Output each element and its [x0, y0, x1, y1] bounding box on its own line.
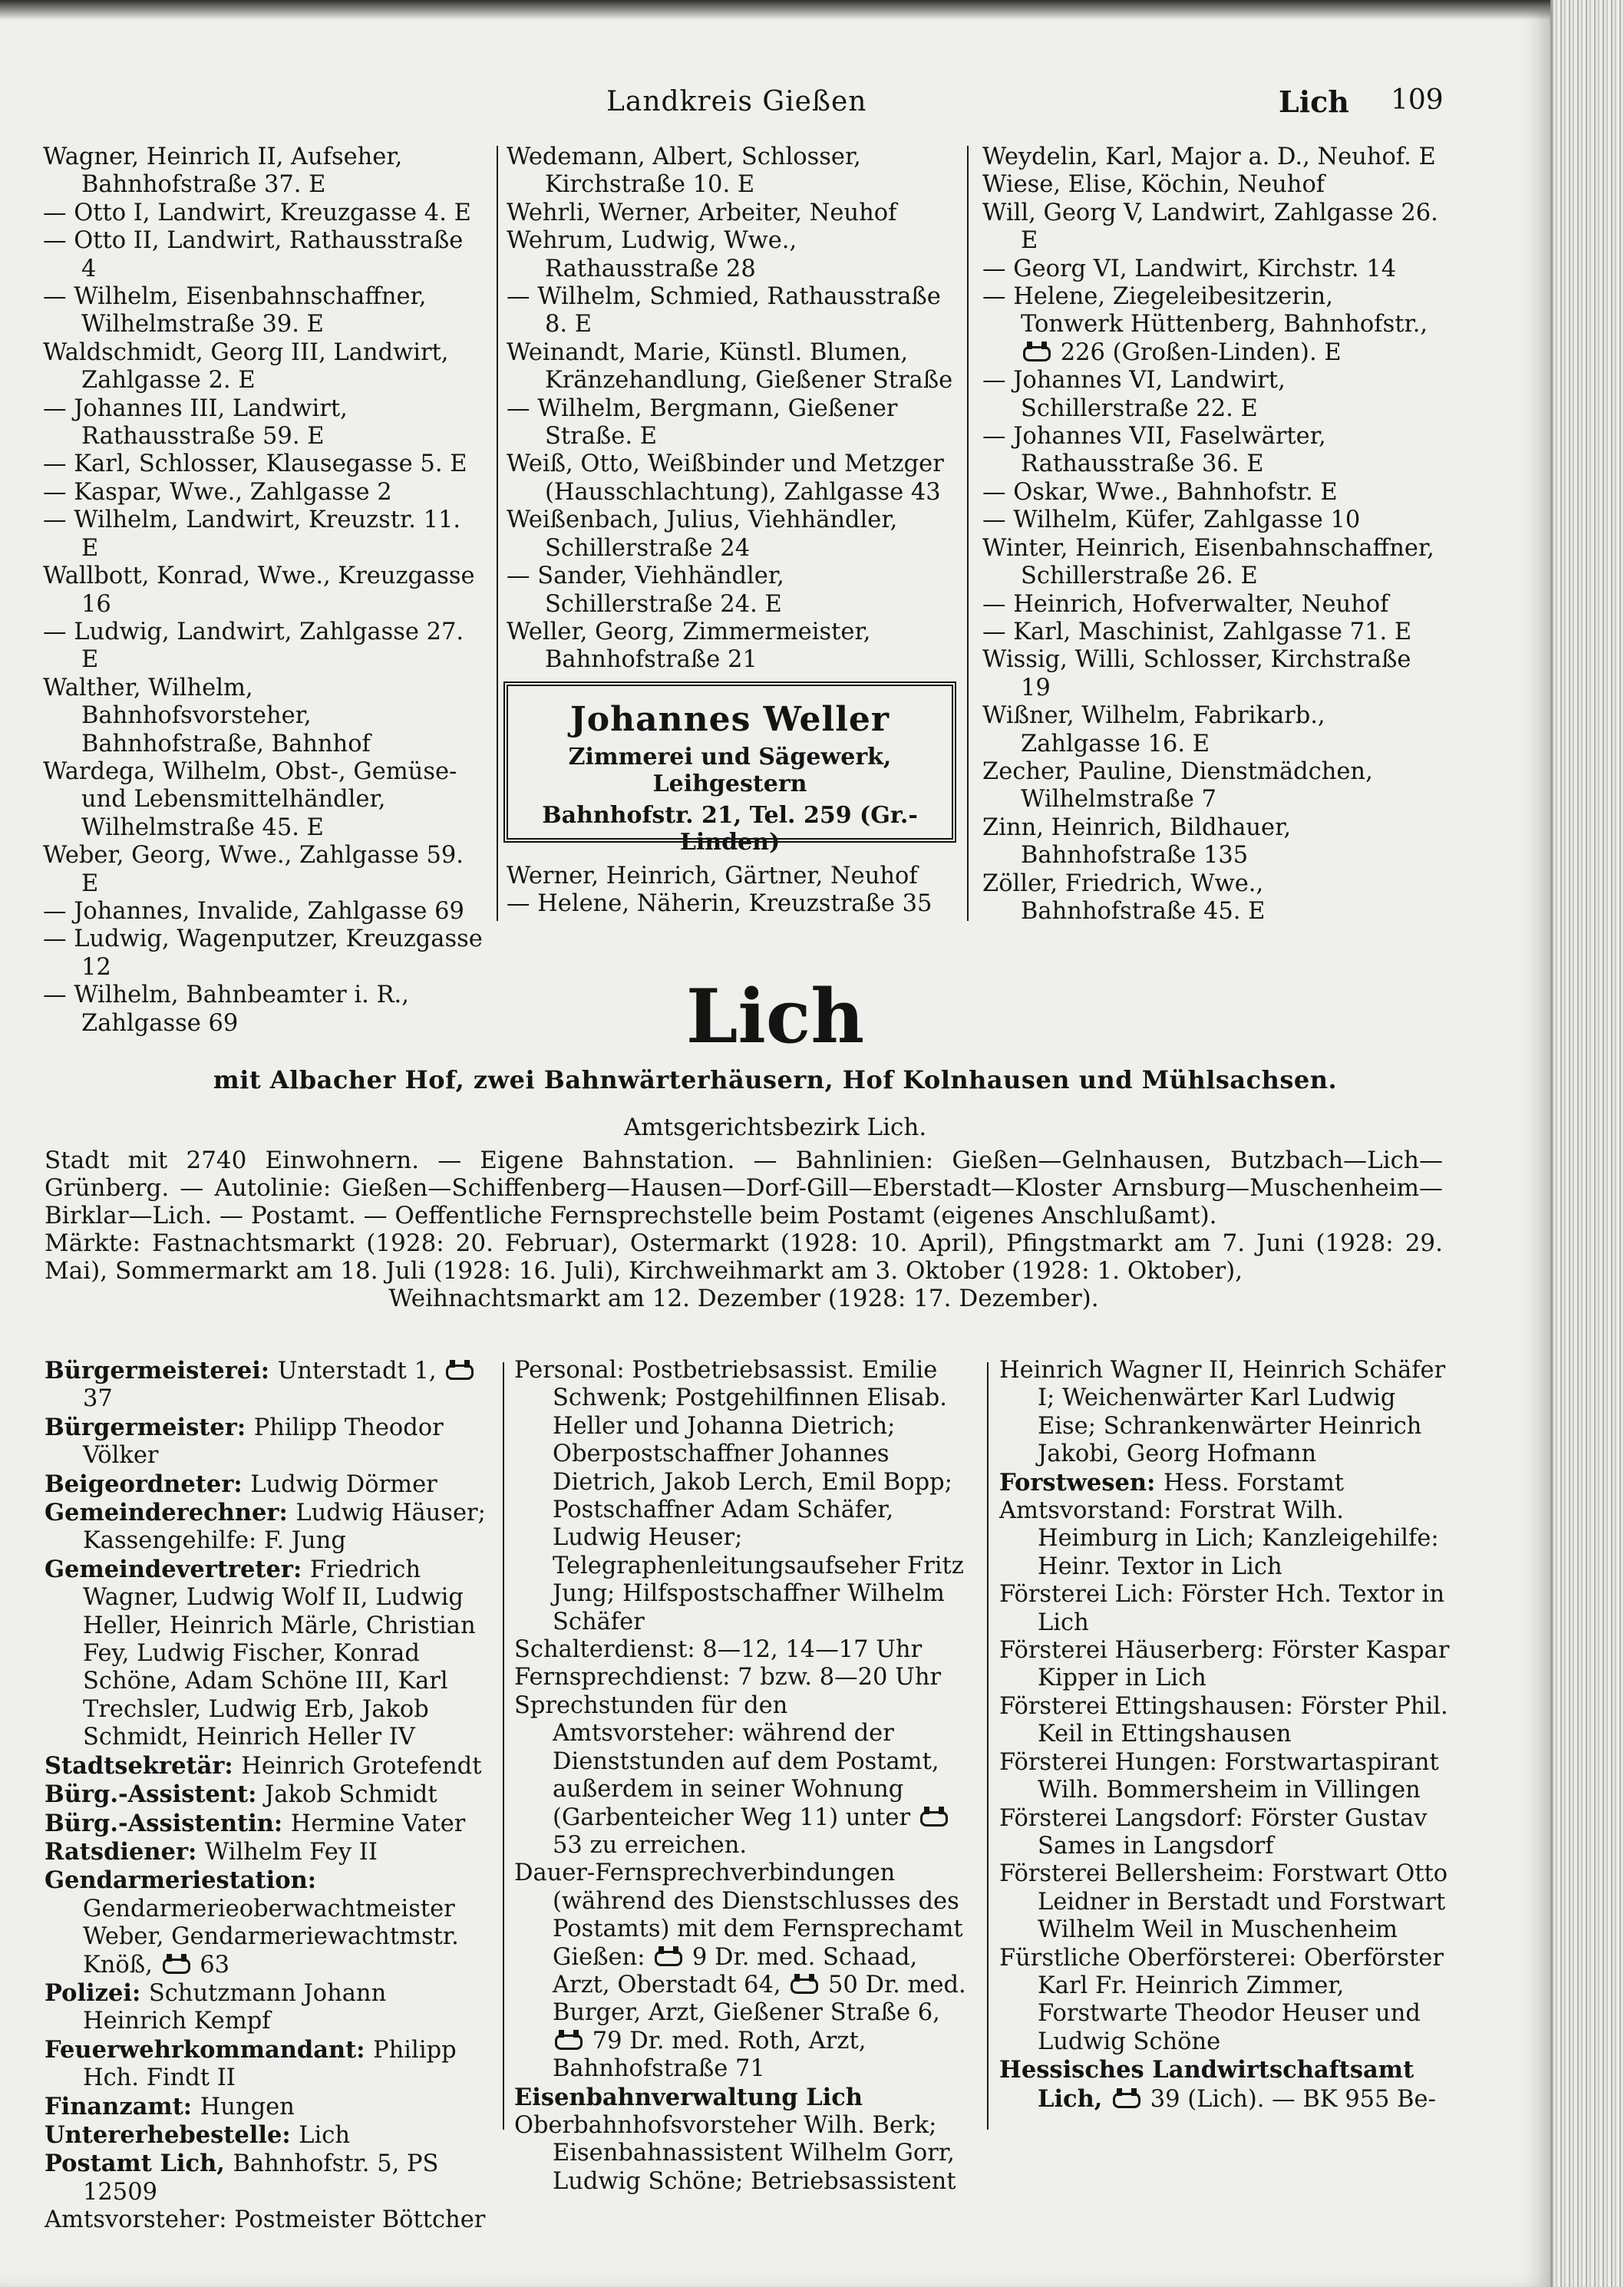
directory-entry: — Johannes VII, Faselwärter, Rathausstraße 36. E — [982, 423, 1326, 478]
directory-entry: Wagner, Heinrich II, Aufseher, Bahnhofstraße 37. E — [43, 144, 403, 199]
official-entry: Polizei: Schutzmann Johann Heinrich Kempf — [45, 1978, 387, 2035]
official-label: Gemeindevertreter: — [45, 1555, 310, 1583]
directory-entry: Walther, Wilhelm, Bahnhofsvorsteher, Bahnhofstraße, Bahnhof — [43, 674, 371, 757]
directory-entry: Zöller, Friedrich, Wwe., Bahnhofstraße 45. E — [982, 870, 1266, 925]
court-district: Amtsgerichtsbezirk Lich. — [623, 1114, 927, 1141]
directory-entry: Wissig, Willi, Schlosser, Kirchstraße 19 — [982, 646, 1411, 701]
official-entry: Gemeindevertreter: Friedrich Wagner, Ludwig Wolf II, Ludwig Heller, Heinrich Märle, Christian Fey, Ludwig Fischer, Konrad Schöne, Adam Schöne III, Karl Trechsler, Ludwig Erb, Jakob Schmidt, Heinrich Heller IV — [45, 1555, 476, 1751]
section-subtitle: mit Albacher Hof, zwei Bahnwärterhäusern, Hof Kolnhausen und Mühlsachsen. — [213, 1065, 1338, 1094]
directory-entry: — Wilhelm, Eisenbahnschaffner, Wilhelmstraße 39. E — [43, 283, 427, 338]
official-label: Feuerwehrkommandant: — [45, 2035, 374, 2064]
official-entry: Bürgermeisterei: Unterstadt 1, 37 — [45, 1357, 494, 1414]
officials-column-1 — [45, 1357, 494, 2235]
directory-entry: — Johannes, Invalide, Zahlgasse 69 — [43, 897, 464, 925]
official-entry: Försterei Häuserberg: Förster Kaspar Kipper in Lich — [999, 1637, 1450, 1692]
directory-entry: — Karl, Schlosser, Klausegasse 5. E — [43, 450, 467, 478]
column-rule — [987, 1362, 989, 2130]
officials-column-2 — [514, 1357, 975, 2196]
directory-column-3 — [982, 144, 1440, 926]
directory-entry: Weinandt, Marie, Künstl. Blumen, Kränzehandlung, Gießener Straße — [507, 338, 953, 394]
directory-entry: Winter, Heinrich, Eisenbahnschaffner, Schillerstraße 26. E — [982, 534, 1434, 590]
official-label: Postamt Lich, — [45, 2150, 233, 2178]
directory-entry: — Kaspar, Wwe., Zahlgasse 2 — [43, 478, 392, 506]
directory-entry: Wedemann, Albert, Schlosser, Kirchstraße 10. E — [507, 144, 861, 199]
directory-entry: Wallbott, Konrad, Wwe., Kreuzgasse 16 — [43, 563, 475, 618]
official-entry: Försterei Lich: Förster Hch. Textor in Lich — [999, 1581, 1445, 1636]
official-label: Bürgermeisterei: — [45, 1357, 278, 1384]
official-entry: Stadtsekretär: Heinrich Grotefendt — [45, 1751, 482, 1780]
official-label: Eisenbahnverwaltung Lich — [514, 2083, 863, 2111]
official-entry: Oberbahnhofsvorsteher Wilh. Berk; Eisenbahnassistent Wilhelm Gorr, Ludwig Schöne; Betriebsassistent — [514, 2111, 956, 2195]
page-number: 109 — [1391, 84, 1444, 116]
telephone-icon — [163, 1959, 190, 1974]
directory-entry: Werner, Heinrich, Gärtner, Neuhof — [507, 863, 918, 889]
official-entry: Försterei Langsdorf: Förster Gustav Sames in Langsdorf — [999, 1804, 1428, 1860]
directory-entry: — Sander, Viehhändler, Schillerstraße 24. E — [507, 563, 784, 618]
directory-entry: — Heinrich, Hofverwalter, Neuhof — [982, 590, 1389, 618]
official-entry: Dauer-Fernsprechverbindungen (während des Dienstschlusses des Postamts) mit dem Fernsprechamt Gießen: 9 Dr. med. Schaad, Arzt, Oberstadt 64, 50 Dr. med. Burger, Arzt, Gießener Straße 6, 79 Dr. med. Roth, Arzt, Bahnhofstraße 71 — [514, 1860, 966, 2083]
directory-entry: — Wilhelm, Landwirt, Kreuzstr. 11. E — [43, 507, 461, 562]
column-rule — [497, 146, 498, 921]
directory-entry: Wehrli, Werner, Arbeiter, Neuhof — [507, 199, 897, 226]
official-entry: Untererhebestelle: Lich — [45, 2120, 350, 2149]
ad-line-1: Zimmerei und Sägewerk, Leihgestern — [568, 744, 892, 797]
official-label: Ratsdiener: — [45, 1837, 205, 1866]
official-entry: Hessisches Landwirtschaftsamt Lich, 39 (Lich). — BK 955 Be- — [999, 2056, 1436, 2113]
directory-entry: Will, Georg V, Landwirt, Zahlgasse 26. E — [982, 199, 1438, 255]
directory-entry: — Otto I, Landwirt, Kreuzgasse 4. E — [43, 199, 471, 226]
directory-column-2-after-ad — [507, 863, 956, 919]
directory-entry: — Wilhelm, Bahnbeamter i. R., Zahlgasse 69 — [43, 982, 409, 1037]
ad-title: Johannes Weller — [569, 700, 890, 739]
official-entry: Finanzamt: Hungen — [45, 2092, 295, 2120]
telephone-icon — [655, 1951, 682, 1966]
directory-entry: Wiese, Elise, Köchin, Neuhof — [982, 171, 1325, 199]
column-rule — [503, 1362, 504, 2130]
official-entry: Postamt Lich, Bahnhofstr. 5, PS 12509 — [45, 2150, 439, 2206]
directory-entry: — Ludwig, Landwirt, Zahlgasse 27. E — [43, 618, 464, 674]
official-label: Bürg.-Assistentin: — [45, 1809, 291, 1837]
official-entry — [514, 2084, 975, 2112]
directory-entry: Zecher, Pauline, Dienstmädchen, Wilhelmstraße 7 — [982, 757, 1373, 813]
official-label: Forstwesen: — [999, 1468, 1164, 1497]
official-entry: Ratsdiener: Wilhelm Fey II — [45, 1837, 378, 1866]
telephone-icon — [555, 2035, 583, 2050]
directory-entry: — Otto II, Landwirt, Rathausstraße 4 — [43, 227, 464, 282]
official-entry: Försterei Hungen: Forstwartaspirant Wilh. Bommersheim in Villingen — [999, 1748, 1439, 1804]
telephone-icon — [791, 1978, 818, 1994]
directory-entry: Waldschmidt, Georg III, Landwirt, Zahlgasse 2. E — [43, 338, 449, 394]
section-title: Lich — [685, 973, 865, 1060]
directory-entry: Weißenbach, Julius, Viehhändler, Schillerstraße 24 — [507, 507, 898, 562]
official-label: Untererhebestelle: — [45, 2120, 299, 2149]
official-entry: Gendarmeriestation: Gendarmerieoberwachtmeister Weber, Gendarmeriewachtmstr. Knöß, 63 — [45, 1866, 459, 1978]
town-info-general: Stadt mit 2740 Einwohnern. — Eigene Bahnstation. — Bahnlinien: Gießen—Gelnhausen, Butzbach—Lich—Grünberg. — Autolinie: Gießen—Schiffenberg—Hausen—Dorf-Gill—Eberstadt—Kloster Arnsburg—Muschenheim—Birklar—Lich. — Postamt. — Oeffentliche Fernsprechstelle beim Postamt (eigenes Anschlußamt). — [45, 1147, 1443, 1229]
official-label: Stadtsekretär: — [45, 1751, 242, 1780]
directory-entry: Weydelin, Karl, Major a. D., Neuhof. E — [982, 144, 1436, 170]
official-entry: Bürg.-Assistent: Jakob Schmidt — [45, 1780, 437, 1809]
directory-entry: — Helene, Ziegeleibesitzerin, Tonwerk Hüttenberg, Bahnhofstr., 226 (Großen-Linden). E — [982, 283, 1428, 366]
official-label: Polizei: — [45, 1978, 149, 2007]
official-label: Beigeordneter: — [45, 1470, 251, 1498]
official-entry: Amtsvorstand: Forstrat Wilh. Heimburg in Lich; Kanzleigehilfe: Heinr. Textor in Lich — [999, 1497, 1439, 1580]
page-top-shadow — [0, 0, 1550, 20]
official-entry: Beigeordneter: Ludwig Dörmer — [45, 1470, 437, 1498]
town-info-christmas-market: Weihnachtsmarkt am 12. Dezember (1928: 17. Dezember). — [388, 1285, 1099, 1312]
running-header: Landkreis Gießen — [606, 86, 867, 117]
official-label: Bürg.-Assistent: — [45, 1780, 266, 1809]
official-entry: Forstwesen: Hess. Forstamt — [999, 1468, 1345, 1497]
official-label: Bürgermeister: — [45, 1413, 254, 1441]
official-entry: Fernsprechdienst: 7 bzw. 8—20 Uhr — [514, 1664, 942, 1691]
official-label: Hessisches Landwirtschaftsamt Lich, — [999, 2056, 1414, 2113]
official-entry: Försterei Bellersheim: Forstwart Otto Leidner in Berstadt und Forstwart Wilhelm Weil in Muschenheim — [999, 1860, 1448, 1944]
official-entry: Försterei Ettingshausen: Förster Phil. Keil in Ettingshausen — [999, 1692, 1448, 1748]
official-label: Gendarmeriestation: — [45, 1866, 316, 1895]
telephone-icon — [1023, 346, 1051, 361]
official-entry: Gemeinderechner: Ludwig Häuser; Kassengehilfe: F. Jung — [45, 1499, 486, 1555]
official-entry: Amtsvorsteher: Postmeister Böttcher — [45, 2206, 486, 2234]
town-info — [45, 1147, 1443, 1312]
directory-column-1 — [43, 144, 485, 1038]
officials-column-3 — [999, 1357, 1458, 2114]
directory-entry: Weiß, Otto, Weißbinder und Metzger (Hausschlachtung), Zahlgasse 43 — [507, 450, 944, 506]
official-entry: Schalterdienst: 8—12, 14—17 Uhr — [514, 1636, 923, 1664]
official-label: Gemeinderechner: — [45, 1499, 296, 1527]
directory-entry: — Wilhelm, Küfer, Zahlgasse 10 — [982, 507, 1361, 534]
directory-entry: Wehrum, Ludwig, Wwe., Rathausstraße 28 — [507, 227, 797, 282]
telephone-icon — [446, 1365, 474, 1380]
directory-entry: — Wilhelm, Schmied, Rathausstraße 8. E — [507, 283, 941, 338]
directory-entry: — Georg VI, Landwirt, Kirchstr. 14 — [982, 255, 1397, 282]
directory-entry: — Oskar, Wwe., Bahnhofstr. E — [982, 478, 1338, 506]
ad-line-2: Bahnhofstr. 21, Tel. 259 (Gr.-Linden) — [542, 802, 918, 856]
directory-entry: Weller, Georg, Zimmermeister, Bahnhofstraße 21 — [507, 618, 871, 674]
official-entry: Feuerwehrkommandant: Philipp Hch. Findt II — [45, 2035, 457, 2092]
directory-entry: — Ludwig, Wagenputzer, Kreuzgasse 12 — [43, 926, 483, 981]
directory-entry: Zinn, Heinrich, Bildhauer, Bahnhofstraße 135 — [982, 813, 1292, 870]
telephone-icon — [1113, 2093, 1140, 2108]
official-entry: Bürg.-Assistentin: Hermine Vater — [45, 1809, 466, 1837]
running-header-place: Lich — [1279, 84, 1349, 119]
official-entry: Sprechstunden für den Amtsvorsteher: während der Dienststunden auf dem Postamt, außerdem in seiner Wohnung (Garbenteicher Weg 11) unter 53 zu erreichen. — [514, 1692, 975, 1860]
directory-entry: Wißner, Wilhelm, Fabrikarb., Zahlgasse 16. E — [982, 702, 1325, 757]
directory-entry: — Helene, Näherin, Kreuzstraße 35 — [507, 890, 932, 918]
official-entry: Bürgermeister: Philipp Theodor Völker — [45, 1413, 444, 1470]
official-entry: Heinrich Wagner II, Heinrich Schäfer I; Weichenwärter Karl Ludwig Eise; Schrankenwärter Heinrich Jakobi, Georg Hofmann — [999, 1357, 1446, 1468]
official-label: Finanzamt: — [45, 2092, 200, 2120]
town-info-markets: Märkte: Fastnachtsmarkt (1928: 20. Februar), Ostermarkt (1928: 10. April), Pfingstmarkt am 7. Juni (1928: 29. Mai), Sommermarkt am 18. Juli (1928: 16. Juli), Kirchweihmarkt am 3. Oktober (1928: 1. Oktober), — [45, 1229, 1443, 1285]
telephone-icon — [920, 1811, 948, 1827]
column-rule — [967, 146, 969, 921]
official-entry: Fürstliche Oberförsterei: Oberförster Karl Fr. Heinrich Zimmer, Forstwarte Theodor Heuser und Ludwig Schöne — [999, 1944, 1444, 2055]
directory-entry: — Wilhelm, Bergmann, Gießener Straße. E — [507, 394, 898, 450]
directory-entry: — Karl, Maschinist, Zahlgasse 71. E — [982, 618, 1412, 645]
directory-entry: — Johannes VI, Landwirt, Schillerstraße 22. E — [982, 367, 1286, 422]
directory-entry: — Johannes III, Landwirt, Rathausstraße 59. E — [43, 394, 348, 450]
directory-column-2 — [507, 144, 956, 675]
advertisement-box — [503, 681, 956, 856]
directory-entry: Wardega, Wilhelm, Obst-, Gemüse- und Lebensmittelhändler, Wilhelmstraße 45. E — [43, 757, 457, 841]
page-stack-edges — [1552, 0, 1624, 2287]
directory-entry: Weber, Georg, Wwe., Zahlgasse 59. E — [43, 842, 464, 897]
official-entry: Personal: Postbetriebsassist. Emilie Schwenk; Postgehilfinnen Elisab. Heller und Johanna Dietrich; Oberpostschaffner Johannes Dietrich, Jakob Lerch, Emil Bopp; Postschaffner Adam Schäfer, Ludwig Heuser; Telegraphenleitungsaufseher Fritz Jung; Hilfspostschaffner Wilhelm Schäfer — [514, 1357, 964, 1635]
